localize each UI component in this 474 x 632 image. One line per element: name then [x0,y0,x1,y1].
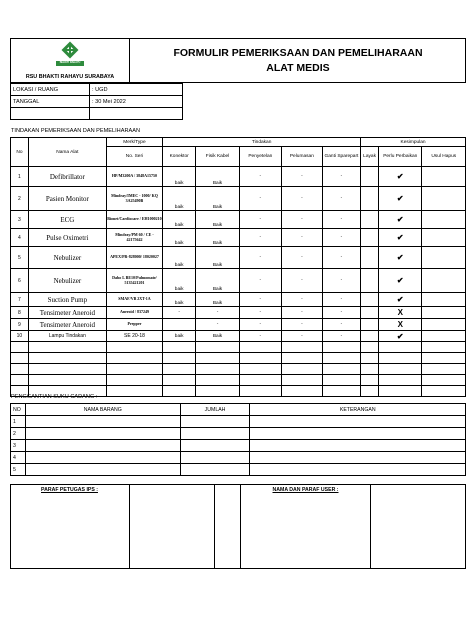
info-table [10,83,466,120]
table-row [11,229,466,247]
title-line-2: ALAT MEDIS [266,62,330,74]
row-no: 1 [11,167,29,187]
row-ganti: - [322,167,360,187]
row-no: 2 [11,428,26,440]
row-penyetelan: - [239,307,281,319]
row-mark: ✔ [379,247,422,269]
row-mark: ✔ [379,167,422,187]
row-mark: ✔ [379,211,422,229]
col-perlu: Perlu Perbaikan [379,147,422,167]
title-line-1: FORMULIR PEMERIKSAAN DAN PEMELIHARAAN [173,47,423,59]
col-no: No [11,138,29,167]
row-penyetelan: - [239,331,281,342]
row-merk: APEX/PR-828000/ 18020027 [106,247,162,269]
row-fisik: Baik [196,293,239,307]
maintenance-table [10,137,466,397]
row-fisik: - [196,319,239,331]
row-fisik: Baik [196,211,239,229]
col-layak: Layak [361,147,379,167]
logo-text: BHAKTI RAHAYU [59,61,81,64]
col-kesimpulan: Kesimpulan [361,138,466,147]
row-penyetelan: - [239,319,281,331]
row-ganti: - [322,269,360,293]
signature-right-cell [240,484,371,569]
table-row [11,211,466,229]
row-penyetelan: - [239,269,281,293]
row-no: 5 [11,247,29,269]
col-serial: No. Seri [106,147,162,167]
col-ganti: Ganti Sparepart [322,147,360,167]
row-konektor: - [163,307,196,319]
section-title-spareparts: PENGGANTIAN SUKU CADANG : [11,394,98,400]
row-no: 1 [11,416,26,428]
col-qty: JUMLAH [180,404,250,416]
col-item-name: NAMA BARANG [25,404,180,416]
row-mark: ✔ [379,187,422,211]
col-tindakan: Tindakan [163,138,361,147]
signature-label-user: NAMA DAN PARAF USER : [272,487,339,493]
row-penyetelan: - [239,187,281,211]
row-konektor: baik [163,229,196,247]
table-row [11,307,466,319]
table-row [11,331,466,342]
row-name: Nebulizer [28,269,106,293]
row-mark: ✔ [379,331,422,342]
row-no: 3 [11,440,26,452]
date-value: : 30 Mei 2022 [90,96,183,108]
row-name: Tensimeter Aneroid [28,307,106,319]
table-row [11,293,466,307]
col-penyetelan: Penyetelan [239,147,281,167]
row-ganti: - [322,229,360,247]
row-mark: X [379,307,422,319]
row-fisik: Baik [196,187,239,211]
table-row [11,464,466,476]
row-konektor: baik [163,293,196,307]
row-penyetelan: - [239,167,281,187]
row-mark: X [379,319,422,331]
col-name: Nama Alat [28,138,106,167]
col-pelumasan: Pelumasan [281,147,322,167]
row-pelumasan: - [281,247,322,269]
row-merk: Aneroid / 837249 [106,307,162,319]
row-no: 7 [11,293,29,307]
row-name: ECG [28,211,106,229]
row-konektor: baik [163,187,196,211]
row-pelumasan: - [281,187,322,211]
row-mark: ✔ [379,269,422,293]
row-ganti: - [322,319,360,331]
table-row-empty [11,353,466,364]
row-pelumasan: - [281,331,322,342]
signature-middle-cell [130,484,215,569]
row-konektor: baik [163,167,196,187]
row-merk: Dabo L BE10/Pulmomate/ 5135421201 [106,269,162,293]
row-merk: Mindray/IMEC - 1000/ KQ 3A25490B [106,187,162,211]
row-name: Suction Pump [28,293,106,307]
row-no: 8 [11,307,29,319]
row-pelumasan: - [281,269,322,293]
col-usul: Usul Hapus [422,147,466,167]
row-name: Pasien Monitor [28,187,106,211]
row-konektor: baik [163,269,196,293]
row-pelumasan: - [281,293,322,307]
signature-left-cell [10,484,130,569]
row-no: 5 [11,464,26,476]
row-fisik: Baik [196,229,239,247]
table-row [11,428,466,440]
row-no: 2 [11,187,29,211]
col-no: NO [11,404,26,416]
date-label: TANGGAL [11,96,90,108]
table-row [11,269,466,293]
row-ganti: - [322,307,360,319]
row-ganti: - [322,247,360,269]
row-merk: Bionet/Cardiocare / EH1000210 [106,211,162,229]
row-merk: Prepper [106,319,162,331]
signature-label-ips: PARAF PETUGAS IPS : [41,487,98,493]
row-ganti: - [322,211,360,229]
row-no: 6 [11,269,29,293]
row-name: Lampu Tindakan [28,331,106,342]
row-fisik: Baik [196,269,239,293]
row-no: 3 [11,211,29,229]
row-merk: SMAF/VB 2XT-1A [106,293,162,307]
spareparts-table [10,403,466,476]
table-row-empty [11,342,466,353]
col-fisik: Fisik Kabel [196,147,239,167]
location-value: : UGD [90,84,183,96]
table-row [11,440,466,452]
row-fisik: - [196,307,239,319]
row-penyetelan: - [239,247,281,269]
row-konektor [163,319,196,331]
row-ganti: - [322,187,360,211]
row-fisik: Baik [196,247,239,269]
row-no: 10 [11,331,29,342]
row-pelumasan: - [281,319,322,331]
table-row [11,247,466,269]
row-pelumasan: - [281,211,322,229]
row-name: Defibrillator [28,167,106,187]
row-no: 4 [11,229,29,247]
hospital-logo-icon [50,41,90,69]
row-pelumasan: - [281,167,322,187]
row-konektor: baik [163,247,196,269]
row-pelumasan: - [281,307,322,319]
row-penyetelan: - [239,211,281,229]
row-merk: SE 20-18 [106,331,162,342]
row-konektor: baik [163,211,196,229]
location-label: LOKASI / RUANG [11,84,90,96]
table-row [11,452,466,464]
row-merk: HP/M3200A / 3848A15750 [106,167,162,187]
table-row-empty [11,375,466,386]
row-mark: ✔ [379,229,422,247]
table-row-empty [11,364,466,375]
row-no: 4 [11,452,26,464]
row-name: Nebulizer [28,247,106,269]
row-penyetelan: - [239,293,281,307]
row-konektor: baik [163,331,196,342]
table-row [11,416,466,428]
row-mark: ✔ [379,293,422,307]
row-name: Pulse Oximetri [28,229,106,247]
row-pelumasan: - [281,229,322,247]
row-ganti: - [322,331,360,342]
row-fisik: Baik [196,167,239,187]
row-ganti: - [322,293,360,307]
table-row [11,319,466,331]
table-row [11,167,466,187]
col-merk: Merk/Type [106,138,162,147]
row-name: Tensimeter Aneroid [28,319,106,331]
row-merk: Mindray/PM 60 / CE - 42175642 [106,229,162,247]
row-fisik: Baik [196,331,239,342]
hospital-name: RSU BHAKTI RAHAYU SURABAYA [25,74,115,80]
form-title [130,46,466,76]
table-row [11,187,466,211]
row-no: 9 [11,319,29,331]
col-konektor: Konektor [163,147,196,167]
section-title-maintenance: TINDAKAN PEMERIKSAAN DAN PEMELIHARAAN [11,128,140,134]
col-note: KETERANGAN [250,404,466,416]
row-penyetelan: - [239,229,281,247]
